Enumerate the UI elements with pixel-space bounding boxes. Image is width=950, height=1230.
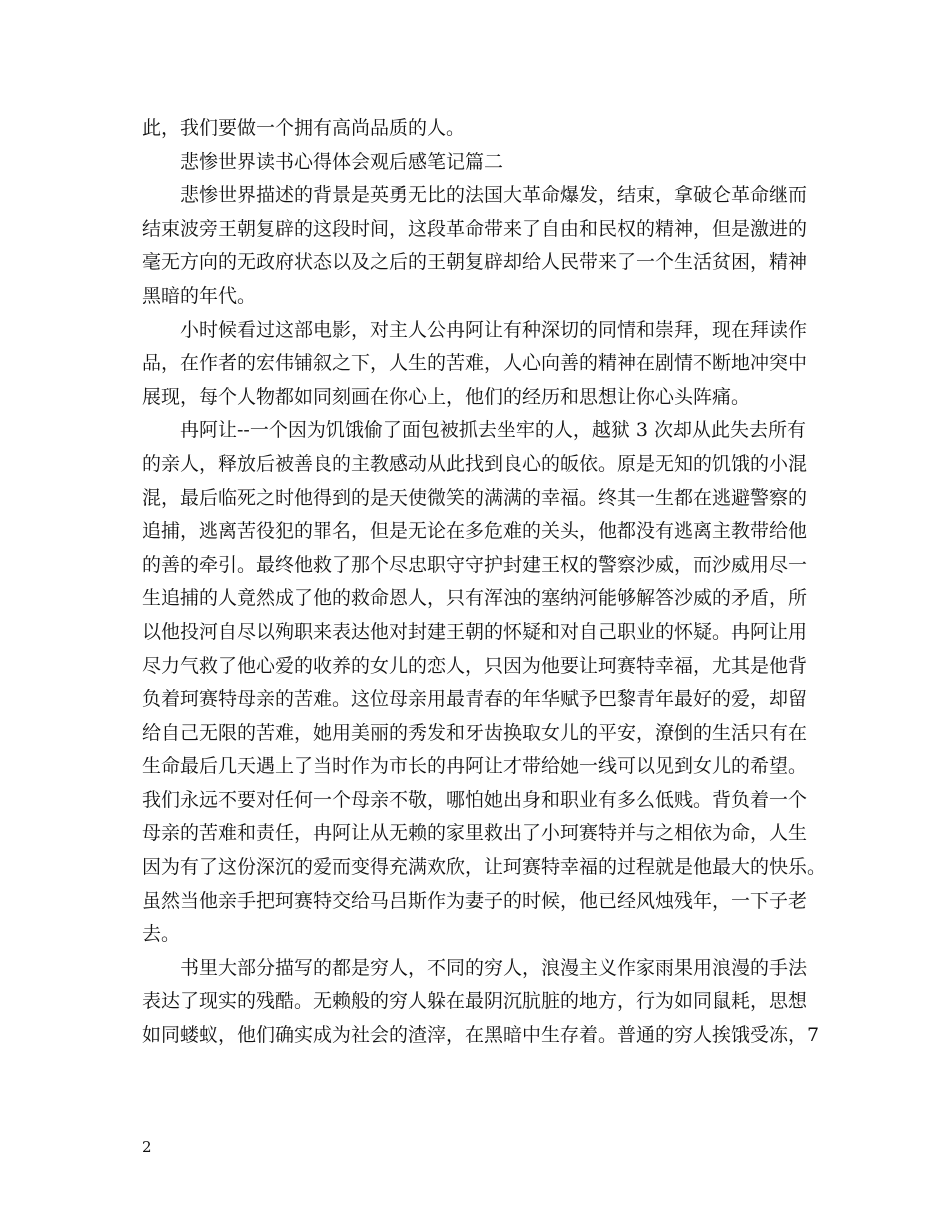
text-line: 追捕，逃离苦役犯的罪名，但是无论在多危难的关头，他都没有逃离主教带给他 bbox=[142, 520, 808, 543]
text-line: 结束波旁王朝复辟的这段时间，这段革命带来了自由和民权的精神，但是激进的 bbox=[142, 217, 808, 240]
text-line: 的亲人，释放后被善良的主教感动从此找到良心的皈依。原是无知的饥饿的小混 bbox=[142, 452, 808, 475]
text-line: 冉阿让--一个因为饥饿偷了面包被抓去坐牢的人，越狱 3 次却从此失去所有 bbox=[180, 419, 807, 442]
text-line: 我们永远不要对任何一个母亲不敬，哪怕她出身和职业有多么低贱。背负着一个 bbox=[142, 788, 808, 811]
section-heading: 悲惨世界读书心得体会观后感笔记篇二 bbox=[180, 150, 504, 173]
text-line: 展现，每个人物都如同刻画在你心上，他们的经历和思想让你心头阵痛。 bbox=[142, 385, 751, 408]
text-line: 悲惨世界描述的背景是英勇无比的法国大革命爆发，结束，拿破仑革命继而 bbox=[180, 184, 808, 207]
text-line: 负着珂赛特母亲的苦难。这位母亲用最青春的年华赋予巴黎青年最好的爱，却留 bbox=[142, 688, 808, 711]
body-text bbox=[142, 112, 827, 1053]
text-line: 混，最后临死之时他得到的是天使微笑的满满的幸福。终其一生都在逃避警察的 bbox=[142, 486, 808, 509]
text-line: 虽然当他亲手把珂赛特交给马吕斯作为妻子的时候，他已经风烛残年，一下子老 bbox=[142, 889, 808, 912]
text-line: 表达了现实的残酷。无赖般的穷人躲在最阴沉肮脏的地方，行为如同鼠耗，思想 bbox=[142, 990, 808, 1013]
text-line: 生命最后几天遇上了当时作为市长的冉阿让才带给她一线可以见到女儿的希望。 bbox=[142, 755, 808, 778]
text-line: 品，在作者的宏伟铺叙之下，人生的苦难，人心向善的精神在剧情不断地冲突中 bbox=[142, 352, 808, 375]
text-line: 给自己无限的苦难，她用美丽的秀发和牙齿换取女儿的平安，潦倒的生活只有在 bbox=[142, 721, 808, 744]
text-line: 去。 bbox=[142, 923, 181, 946]
text-line: 小时候看过这部电影，对主人公冉阿让有种深切的同情和崇拜，现在拜读作 bbox=[180, 318, 808, 341]
text-line: 因为有了这份深沉的爱而变得充满欢欣，让珂赛特幸福的过程就是他最大的快乐。 bbox=[142, 856, 827, 879]
text-line: 母亲的苦难和责任，冉阿让从无赖的家里救出了小珂赛特并与之相依为命，人生 bbox=[142, 822, 808, 845]
page-number: 2 bbox=[142, 1138, 152, 1156]
text-line: 此，我们要做一个拥有高尚品质的人。 bbox=[142, 117, 466, 139]
text-line: 毫无方向的无政府状态以及之后的王朝复辟却给人民带来了一个生活贫困，精神 bbox=[142, 251, 808, 274]
text-line: 如同蝼蚁，他们确实成为社会的渣滓，在黑暗中生存着。普通的穷人挨饿受冻，7 bbox=[142, 1024, 820, 1047]
text-line: 尽力气救了他心爱的收养的女儿的恋人，只因为他要让珂赛特幸福，尤其是他背 bbox=[142, 654, 808, 677]
text-line: 的善的牵引。最终他救了那个尽忠职守守护封建王权的警察沙威，而沙威用尽一 bbox=[142, 553, 808, 576]
text-line: 黑暗的年代。 bbox=[142, 284, 257, 307]
text-line: 以他投河自尽以殉职来表达他对封建王朝的怀疑和对自己职业的怀疑。冉阿让用 bbox=[142, 620, 808, 643]
text-line: 书里大部分描写的都是穷人，不同的穷人，浪漫主义作家雨果用浪漫的手法 bbox=[180, 956, 808, 979]
text-line: 生追捕的人竟然成了他的救命恩人，只有浑浊的塞纳河能够解答沙威的矛盾，所 bbox=[142, 587, 808, 610]
